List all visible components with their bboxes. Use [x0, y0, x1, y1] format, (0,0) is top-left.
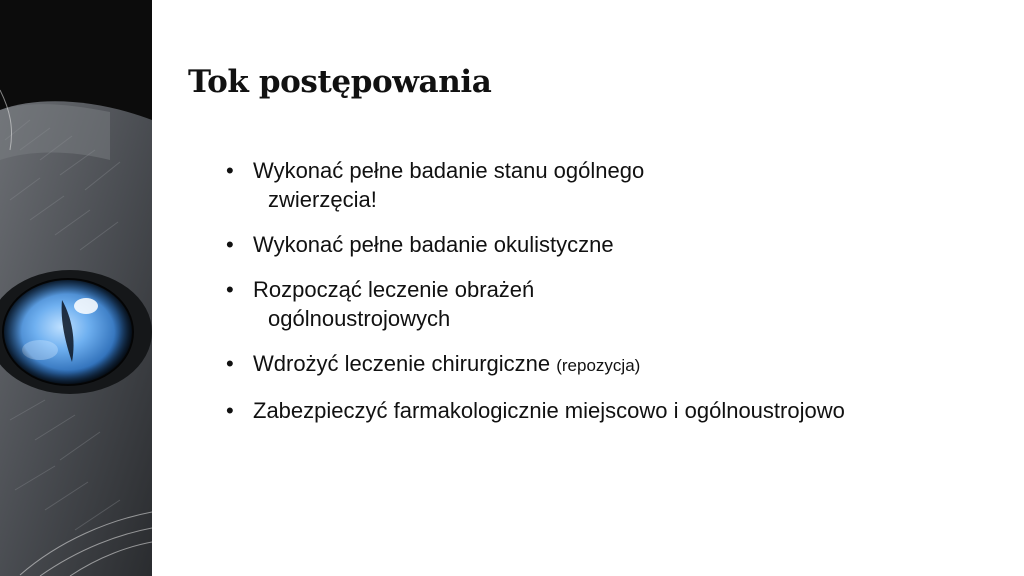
bullet-item	[226, 230, 1006, 259]
bullet-text-continuation: zwierzęcia!	[268, 187, 377, 212]
bullet-note: (repozycja)	[556, 356, 641, 375]
bullet-text: Wdrożyć leczenie chirurgiczne	[253, 351, 551, 376]
bullet-text: Zabezpieczyć farmakologicznie miejscowo i ogólnoustrojowo	[253, 398, 845, 423]
bullet-marker: •	[226, 277, 234, 302]
bullet-text: Wykonać pełne badanie okulistyczne	[253, 232, 614, 257]
cat-eye-photo	[0, 0, 152, 576]
bullet-list	[226, 156, 1006, 441]
bullet-text: Wykonać pełne badanie stanu ogólnego	[253, 158, 645, 183]
bullet-marker: •	[226, 351, 234, 376]
bullet-item	[226, 156, 1006, 214]
bullet-text: Rozpocząć leczenie obrażeń	[253, 277, 535, 302]
bullet-marker: •	[226, 398, 234, 423]
slide-title: Tok postępowania	[188, 64, 492, 100]
bullet-text-continuation: ogólnoustrojowych	[268, 306, 451, 331]
bullet-item	[226, 396, 1006, 425]
cat-eye-illustration	[0, 0, 152, 576]
bullet-item	[226, 349, 1006, 380]
bullet-marker: •	[226, 232, 234, 257]
bullet-marker: •	[226, 158, 234, 183]
bullet-item	[226, 275, 1006, 333]
